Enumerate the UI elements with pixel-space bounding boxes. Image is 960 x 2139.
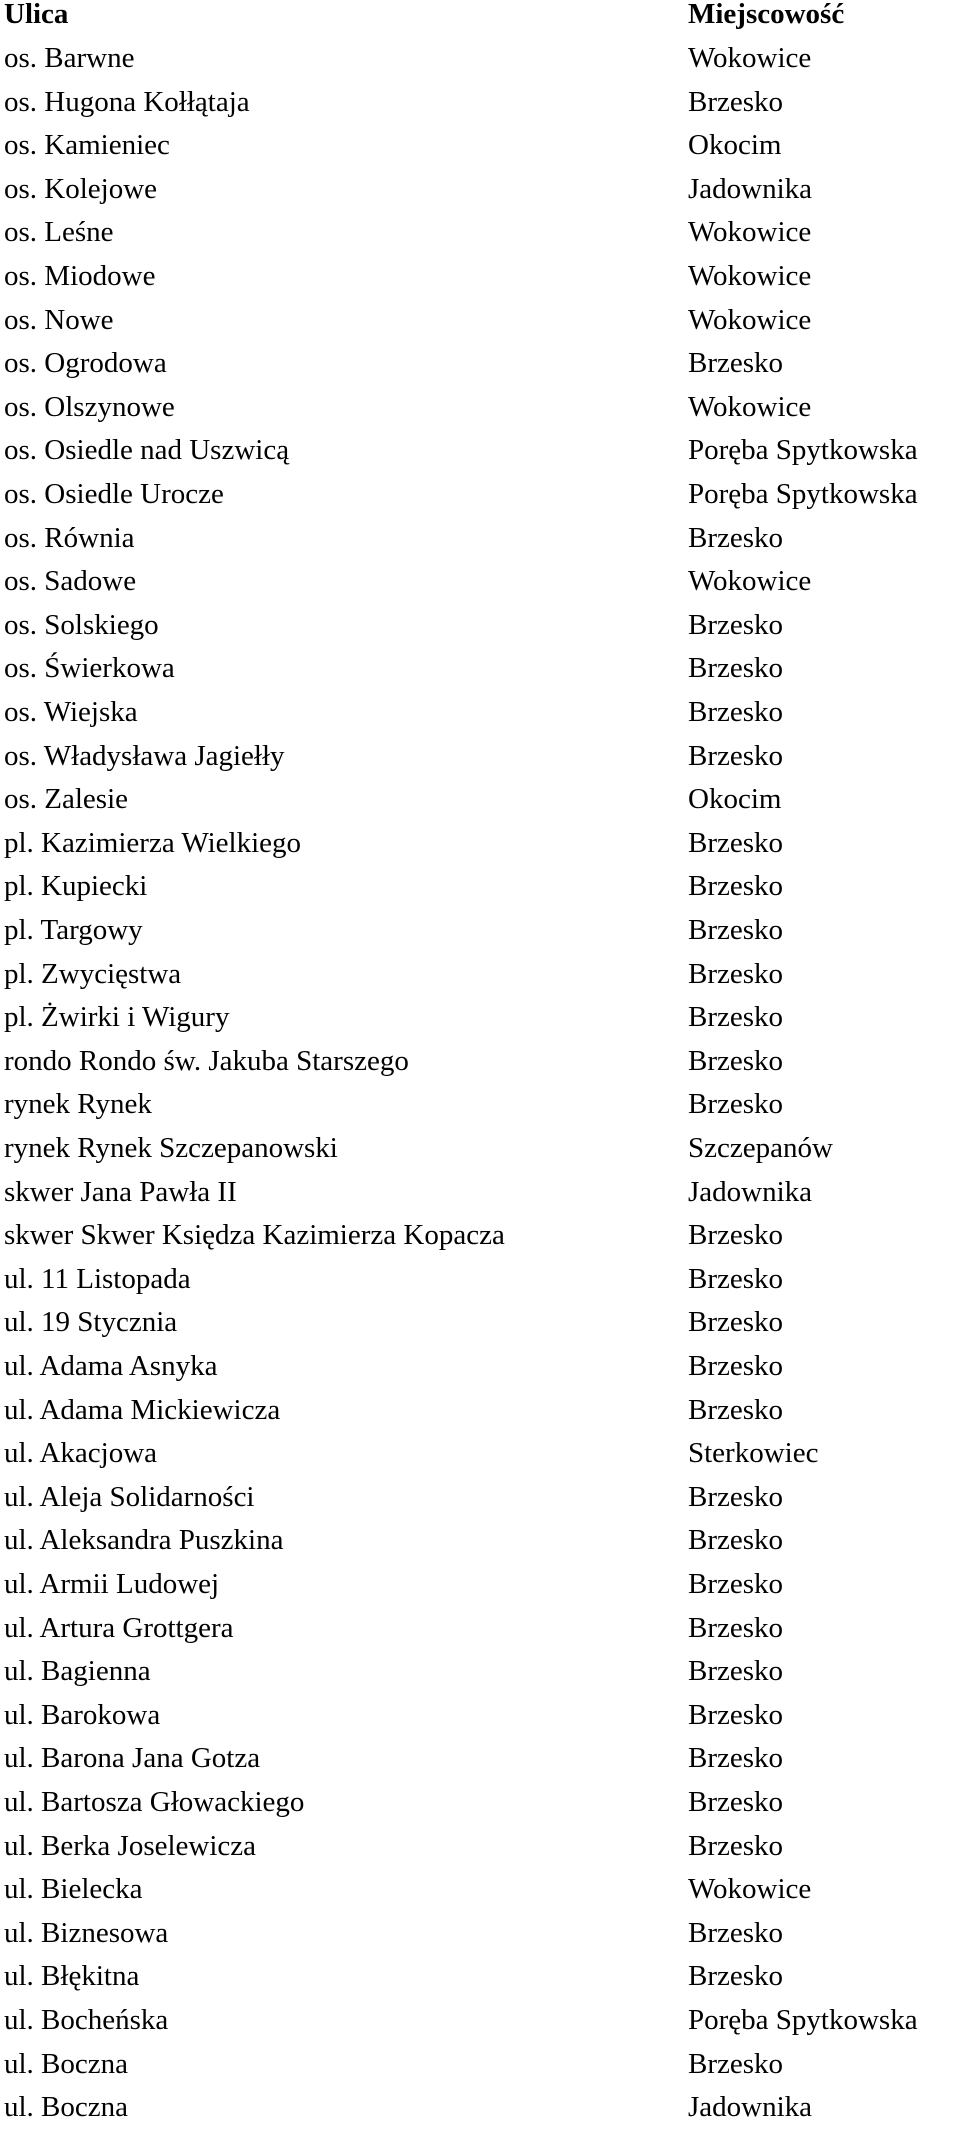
- table-row: [0, 1694, 960, 1737]
- street-cell: ul. Boczna: [4, 2047, 129, 2080]
- table-row: [0, 81, 960, 124]
- table-row: [0, 1519, 960, 1562]
- street-cell: ul. Akacjowa: [4, 1437, 158, 1470]
- street-cell: os. Hugona Kołłątaja: [4, 85, 250, 118]
- street-cell: skwer Jana Pawła II: [4, 1175, 237, 1208]
- table-row: [0, 1868, 960, 1911]
- table-row: [0, 865, 960, 908]
- street-cell: ul. Adama Mickiewicza: [4, 1393, 281, 1426]
- table-row: [0, 342, 960, 385]
- place-cell: Brzesko: [688, 1306, 784, 1339]
- street-cell: ul. Bocheńska: [4, 2004, 169, 2036]
- street-cell: os. Miodowe: [4, 260, 156, 292]
- table-row: [0, 1040, 960, 1083]
- street-cell: ul. Barona Jana Gotza: [4, 1742, 261, 1775]
- street-cell: ul. Błękitna: [4, 1960, 140, 1993]
- street-cell: ul. Biznesowa: [4, 1916, 169, 1949]
- street-cell: pl. Żwirki i Wigury: [4, 1001, 230, 1034]
- street-cell: ul. Aleja Solidarności: [4, 1480, 255, 1513]
- table-row: [0, 1737, 960, 1780]
- street-cell: pl. Zwycięstwa: [4, 957, 182, 990]
- place-cell: Brzesko: [688, 870, 784, 903]
- street-cell: os. Zalesie: [4, 783, 129, 816]
- place-cell: Brzesko: [688, 826, 784, 859]
- table-row: [0, 1912, 960, 1955]
- street-cell: ul. Bartosza Głowackiego: [4, 1786, 305, 1818]
- place-cell: Brzesko: [688, 1960, 784, 1993]
- place-cell: Wokowice: [688, 565, 812, 598]
- table-header: [0, 0, 960, 36]
- table-row: [0, 604, 960, 647]
- street-cell: os. Sadowe: [4, 565, 137, 598]
- street-cell: skwer Skwer Księdza Kazimierza Kopacza: [4, 1219, 505, 1252]
- place-cell: Sterkowiec: [688, 1437, 819, 1470]
- place-cell: Poręba Spytkowska: [688, 434, 918, 467]
- street-cell: os. Olszynowe: [4, 390, 175, 423]
- table-row: [0, 647, 960, 690]
- place-cell: Brzesko: [688, 1786, 784, 1818]
- place-cell: Jadownika: [688, 172, 813, 205]
- place-cell: Brzesko: [688, 1611, 784, 1644]
- street-cell: ul. Armii Ludowej: [4, 1568, 220, 1600]
- place-cell: Okocim: [688, 783, 782, 816]
- table-row: [0, 517, 960, 560]
- table-row: [0, 386, 960, 429]
- table-row: [0, 1389, 960, 1432]
- place-cell: Brzesko: [688, 1001, 784, 1034]
- street-cell: os. Kolejowe: [4, 172, 158, 205]
- street-cell: pl. Kupiecki: [4, 870, 148, 903]
- place-cell: Brzesko: [688, 1393, 784, 1426]
- street-cell: os. Nowe: [4, 303, 114, 336]
- street-cell: ul. Barokowa: [4, 1698, 161, 1731]
- place-cell: Brzesko: [688, 1088, 784, 1121]
- header-place: Miejscowość: [688, 0, 845, 30]
- street-cell: ul. Artura Grottgera: [4, 1611, 234, 1644]
- table-row: [0, 211, 960, 254]
- table-row: [0, 1563, 960, 1606]
- place-cell: Brzesko: [688, 85, 784, 118]
- table-row: [0, 1650, 960, 1693]
- place-cell: Brzesko: [688, 1568, 784, 1600]
- table-row: [0, 735, 960, 778]
- table-row: [0, 1476, 960, 1519]
- place-cell: Brzesko: [688, 2047, 784, 2080]
- place-cell: Brzesko: [688, 739, 784, 772]
- table-row: [0, 473, 960, 516]
- street-cell: os. Osiedle nad Uszwicą: [4, 434, 290, 467]
- table-row: [0, 2043, 960, 2086]
- place-cell: Brzesko: [688, 1262, 784, 1295]
- street-cell: os. Władysława Jagiełły: [4, 739, 285, 772]
- place-cell: Brzesko: [688, 347, 784, 380]
- street-cell: ul. Bielecka: [4, 1873, 143, 1906]
- header-street: Ulica: [4, 0, 69, 30]
- street-cell: ul. 11 Listopada: [4, 1262, 191, 1295]
- place-cell: Szczepanów: [688, 1132, 833, 1164]
- street-cell: os. Solskiego: [4, 608, 159, 641]
- table-row: [0, 124, 960, 167]
- street-cell: ul. Adama Asnyka: [4, 1350, 218, 1382]
- place-cell: Brzesko: [688, 652, 784, 685]
- table-row: [0, 996, 960, 1039]
- street-cell: ul. 19 Stycznia: [4, 1306, 178, 1339]
- table-row: [0, 953, 960, 996]
- place-cell: Brzesko: [688, 1742, 784, 1775]
- table-row: [0, 37, 960, 80]
- place-cell: Brzesko: [688, 608, 784, 641]
- table-row: [0, 560, 960, 603]
- table-row: [0, 778, 960, 821]
- table-row: [0, 1258, 960, 1301]
- place-cell: Brzesko: [688, 1655, 784, 1688]
- street-cell: rynek Rynek: [4, 1088, 152, 1121]
- place-cell: Brzesko: [688, 1829, 784, 1862]
- place-cell: Brzesko: [688, 521, 784, 554]
- table-row: [0, 1083, 960, 1126]
- place-cell: Brzesko: [688, 1480, 784, 1513]
- street-cell: ul. Bagienna: [4, 1655, 151, 1688]
- table-row: [0, 1127, 960, 1170]
- street-cell: os. Ogrodowa: [4, 347, 167, 380]
- place-cell: Poręba Spytkowska: [688, 478, 918, 510]
- place-cell: Wokowice: [688, 216, 812, 249]
- street-cell: ul. Berka Joselewicza: [4, 1829, 257, 1862]
- table-row: [0, 1214, 960, 1257]
- table-row: [0, 909, 960, 952]
- table-row: [0, 1345, 960, 1388]
- place-cell: Wokowice: [688, 390, 812, 423]
- table-row: [0, 1432, 960, 1475]
- place-cell: Brzesko: [688, 1698, 784, 1731]
- place-cell: Wokowice: [688, 1873, 812, 1906]
- place-cell: Brzesko: [688, 914, 784, 946]
- street-cell: rondo Rondo św. Jakuba Starszego: [4, 1044, 409, 1077]
- place-cell: Brzesko: [688, 1219, 784, 1252]
- place-cell: Brzesko: [688, 1916, 784, 1949]
- street-cell: os. Osiedle Urocze: [4, 478, 224, 510]
- street-cell: ul. Boczna: [4, 2091, 129, 2124]
- table-row: [0, 299, 960, 342]
- table-row: [0, 1825, 960, 1868]
- table-row: [0, 2086, 960, 2129]
- street-cell: os. Świerkowa: [4, 652, 175, 685]
- place-cell: Wokowice: [688, 42, 812, 74]
- place-cell: Brzesko: [688, 1044, 784, 1077]
- place-cell: Wokowice: [688, 303, 812, 336]
- street-cell: os. Leśne: [4, 216, 114, 249]
- table-row: [0, 168, 960, 211]
- street-cell: os. Wiejska: [4, 696, 138, 728]
- place-cell: Jadownika: [688, 1175, 813, 1208]
- street-cell: os. Barwne: [4, 42, 135, 74]
- place-cell: Jadownika: [688, 2091, 813, 2124]
- street-cell: pl. Kazimierza Wielkiego: [4, 826, 302, 859]
- street-cell: pl. Targowy: [4, 914, 143, 946]
- table-row: [0, 1999, 960, 2042]
- table-row: [0, 1171, 960, 1214]
- place-cell: Brzesko: [688, 1350, 784, 1382]
- table-row: [0, 429, 960, 472]
- place-cell: Brzesko: [688, 1524, 784, 1557]
- place-cell: Wokowice: [688, 260, 812, 292]
- place-cell: Poręba Spytkowska: [688, 2004, 918, 2036]
- street-cell: os. Równia: [4, 521, 135, 554]
- place-cell: Okocim: [688, 129, 782, 162]
- table-row: [0, 1781, 960, 1824]
- table-row: [0, 1955, 960, 1998]
- table-row: [0, 1301, 960, 1344]
- table-row: [0, 1607, 960, 1650]
- table-row: [0, 691, 960, 734]
- street-cell: os. Kamieniec: [4, 129, 170, 162]
- street-cell: rynek Rynek Szczepanowski: [4, 1132, 338, 1164]
- table-row: [0, 255, 960, 298]
- place-cell: Brzesko: [688, 957, 784, 990]
- place-cell: Brzesko: [688, 696, 784, 728]
- table-row: [0, 822, 960, 865]
- street-cell: ul. Aleksandra Puszkina: [4, 1524, 284, 1557]
